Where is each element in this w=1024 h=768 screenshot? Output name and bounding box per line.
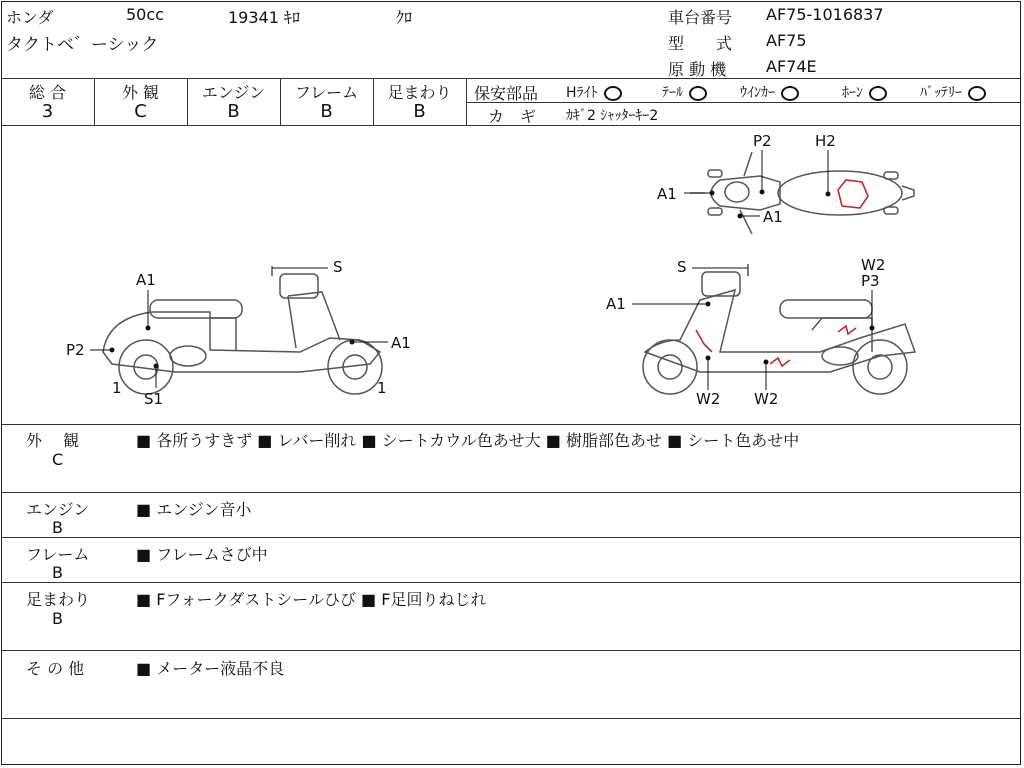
engine-label: 原 動 機 [668,60,727,79]
damage-mark-w2-bottom [770,358,790,366]
color: ｸﾛ [396,8,413,27]
type-value: AF75 [766,31,807,50]
grade-label-frame: フレーム [294,83,359,102]
grade-value-engine: B [227,101,240,122]
diagram-label: 1 [377,379,387,397]
grade-value-exterior: C [134,101,147,122]
rule [1,582,1021,583]
section-items-engine: ■ エンジン音小 [136,500,252,519]
diagram-label: A1 [136,271,156,289]
displacement: 50cc [126,5,164,24]
safety-item-label: ｳｲﾝｶｰ [740,85,775,101]
diagram-label: P2 [753,132,772,150]
grade-label-suspension: 足まわり [387,83,452,102]
safety-title: 保安部品 [474,84,539,103]
rule [1,492,1021,493]
engine-value: AF74E [766,57,817,76]
grade-value-suspension: B [413,101,426,122]
key-value: ｶｷﾞ2 ｼｬｯﾀｰｷｰ2 [566,108,659,124]
top-view-scooter [690,152,914,234]
section-grade-engine: B [52,518,63,537]
maker: ホンダ [6,8,54,27]
diagram-label: S [333,258,343,276]
damage-mark-w2-front [696,330,712,352]
section-title-exterior: 外 観 [26,431,80,450]
grade-value-overall: 3 [41,101,54,122]
diagram-label: A1 [657,185,677,203]
grade-label-overall: 総 合 [28,83,67,102]
damage-mark-p3 [838,326,856,334]
safety-item-label: Hﾗｲﾄ [566,85,598,101]
section-items-frame: ■ フレームさび中 [136,545,268,564]
diagram-label: 1 [112,379,122,397]
mileage: 19341 ｷﾛ [228,8,300,27]
section-grade-suspension: B [52,609,63,628]
diagram-label: W2 [754,390,779,408]
section-items-exterior: ■ 各所うすきず ■ レバー削れ ■ シートカウル色あせ大 ■ 樹脂部色あせ ■ シート色あせ中 [136,431,800,450]
section-items-suspension: ■ Fフォークダストシールひび ■ F足回りねじれ [136,590,487,609]
key-label: カ ギ [488,107,537,126]
diagram-label: S [677,258,687,276]
section-title-suspension: 足まわり [26,590,91,609]
frame-no-label: 車台番号 [668,8,733,27]
rule [1,650,1021,651]
section-grade-exterior: C [52,450,64,469]
diagram-label: P2 [66,341,85,359]
rule [1,537,1021,538]
damage-mark-h2 [838,180,868,208]
diagram-label: P3 [861,272,880,290]
diagram-label: W2 [861,256,886,274]
diagram-label: W2 [696,390,721,408]
diagram-label: A1 [391,334,411,352]
grade-label-exterior: 外 観 [121,83,160,102]
section-grade-frame: B [52,563,63,582]
diagram-label: A1 [606,295,626,313]
frame-no: AF75-1016837 [766,5,884,24]
grade-label-engine: エンジン [201,83,266,102]
safety-item-label: ﾊﾞｯﾃﾘｰ [920,85,962,101]
diagram-label: H2 [815,132,836,150]
section-items-other: ■ メーター液晶不良 [136,659,285,678]
grade-value-frame: B [320,101,333,122]
safety-item-label: ﾃｰﾙ [662,85,683,101]
rule [1,718,1021,719]
section-title-frame: フレーム [26,545,90,564]
rule [1,424,1021,425]
model-name: タクトベ゛ーシック [6,35,159,55]
section-title-engine: エンジン [26,500,90,519]
type-label: 型 式 [668,34,733,53]
section-title-other: そ の 他 [26,659,85,678]
safety-item-label: ﾎｰﾝ [842,85,863,101]
diagram-label: A1 [763,208,783,226]
diagram-label: S1 [144,390,164,408]
